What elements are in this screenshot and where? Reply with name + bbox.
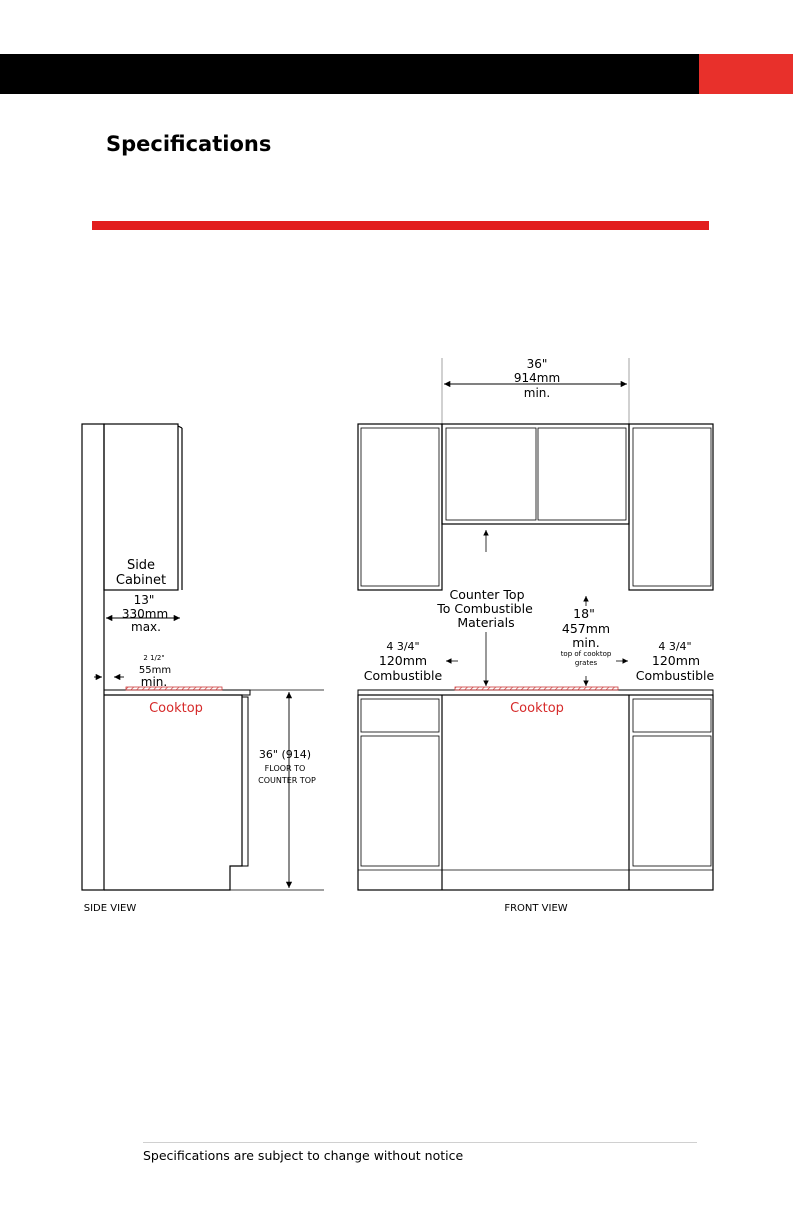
front-upper-cabinet-right [629, 424, 713, 590]
front-left-side-label: 4 3/4" [386, 640, 420, 653]
side-cooktop-label: Cooktop [149, 701, 203, 716]
front-clearance-label: min. [572, 635, 600, 650]
page-title: Specifications [106, 132, 272, 156]
side-edge-label: 55mm [138, 665, 172, 676]
front-right-side-label: Combustible [635, 668, 715, 683]
front-clearance-label: 457mm [561, 621, 611, 636]
side-wall [82, 424, 104, 890]
side-cabinet-label: Side [126, 558, 156, 573]
side-height-label: COUNTER TOP [258, 776, 316, 785]
side-view [82, 424, 324, 890]
front-cooktop-label: Cooktop [510, 701, 564, 716]
side-depth-label: max. [131, 620, 161, 634]
front-clearance-label: top of cooktop [560, 650, 612, 658]
header-accent-block [699, 54, 793, 94]
front-base-cabinet [358, 695, 713, 890]
front-clearance-label: 18" [573, 606, 595, 621]
title-divider [92, 221, 709, 230]
side-edge-label: 2 1/2" [143, 654, 165, 662]
footer-note: Specifications are subject to change without notice [143, 1148, 464, 1163]
side-counter-top [104, 690, 250, 695]
front-counter-label: Counter Top [449, 587, 525, 602]
front-counter-label: Materials [457, 615, 515, 630]
side-edge-label: min. [140, 675, 168, 689]
front-upper-cabinet-center [442, 424, 629, 524]
front-view-labels [364, 357, 715, 914]
installation-drawing [0, 340, 793, 920]
front-cooktop-hatch [455, 687, 618, 690]
front-view-caption: FRONT VIEW [504, 903, 568, 914]
front-left-side-label: Combustible [363, 668, 443, 683]
front-right-side-label: 4 3/4" [658, 640, 692, 653]
front-width-label: min. [523, 386, 551, 400]
side-depth-label: 13" [133, 593, 155, 607]
side-view-caption: SIDE VIEW [83, 903, 137, 914]
side-view-labels [84, 558, 316, 914]
side-base-cabinet [104, 695, 242, 890]
footer-divider [143, 1142, 697, 1143]
front-counter-top [358, 690, 713, 695]
front-width-label: 36" [526, 357, 548, 371]
front-clearance-label: grates [574, 659, 598, 667]
front-width-label: 914mm [513, 371, 561, 385]
side-depth-label: 330mm [121, 607, 169, 621]
side-height-label: 36" (914) [258, 748, 312, 761]
front-view [358, 358, 713, 890]
front-upper-cabinet-left [358, 424, 442, 590]
side-cabinet-label: Cabinet [115, 573, 167, 588]
header-bar [0, 54, 793, 94]
front-left-side-label: 120mm [378, 653, 428, 668]
front-counter-label: To Combustible [437, 601, 533, 616]
front-right-side-label: 120mm [651, 653, 701, 668]
side-height-label: FLOOR TO [264, 764, 306, 773]
